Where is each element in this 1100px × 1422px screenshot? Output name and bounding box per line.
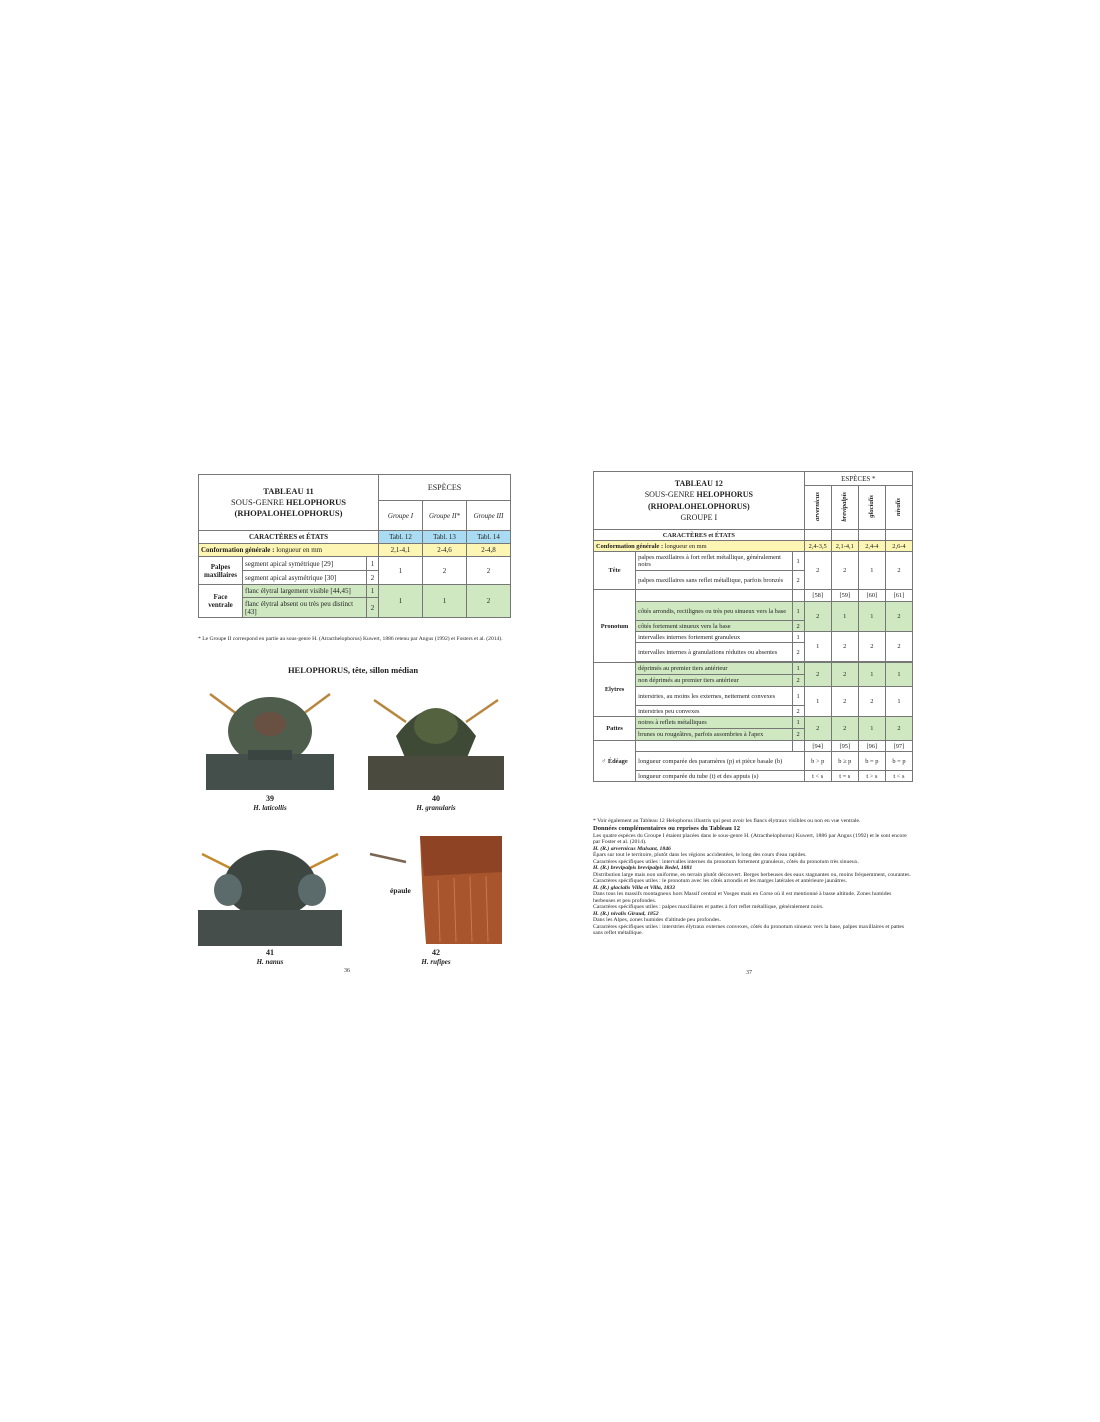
conformation-label (199, 544, 379, 557)
state-value: t > s (858, 771, 885, 782)
group-label: GROUPE I (680, 513, 718, 522)
state-text: palpes maxillaires à fort reflet métallique, généralement noirs (636, 552, 792, 571)
note-line: Dans tous les massifs montagneux hors Massif central et Vosges mais en Corse où il est mentionné à basse altitude. Zones humides herbeuses et peu profondes. (593, 891, 892, 904)
table-number: TABLEAU 11 (263, 486, 314, 496)
state-num: 1 (792, 602, 804, 621)
species-caption: H. laticollis (253, 804, 287, 812)
length-value: 2,4-4 (858, 541, 885, 552)
state-value: 2 (885, 717, 912, 741)
footnote: * Voir également au Tableau 12 Helophorus illustris qui peut avoir les flancs élytraux visibles ou non en vue ventrale. (593, 818, 861, 824)
state-num: 1 (792, 663, 804, 675)
state-num: 2 (792, 643, 804, 662)
state-value: 2 (423, 557, 467, 585)
state-num: 1 (792, 687, 804, 706)
group-header: Groupe II* (423, 501, 467, 531)
state-value: t < s (885, 771, 912, 782)
state-value: 2 (804, 552, 831, 590)
state-value: 2 (831, 552, 858, 590)
table-number: TABLEAU 12 (674, 478, 723, 488)
state-value: 1 (804, 632, 831, 662)
state-num: 1 (367, 585, 379, 598)
state-value: 1 (804, 687, 831, 717)
group-header: Groupe III (467, 501, 511, 531)
state-value: 1 (423, 585, 467, 618)
state-value: 2 (858, 632, 885, 662)
characters-header: CARACTÈRES et ÉTATS (594, 530, 805, 541)
species-heading: H. (R.) brevipalpis brevipalpis Bedel, 1881 (593, 865, 693, 871)
state-value: 1 (858, 717, 885, 741)
table-ref: Tabl. 13 (423, 531, 467, 544)
state-text: interstries, au moins les externes, nettement convexes (636, 687, 792, 706)
species-caption: H. rufipes (421, 958, 451, 966)
conformation-label (594, 541, 805, 552)
table-ref: Tabl. 14 (467, 531, 511, 544)
state-text: déprimés au premier tiers antérieur (636, 663, 792, 675)
subgenus-prefix: SOUS-GENRE (644, 490, 697, 499)
state-num: 2 (792, 571, 804, 590)
state-text: segment apical asymétrique [30] (243, 571, 367, 585)
note-line: Caractères spécifiques utiles : palpes maxillaires et pattes à fort reflet métallique, généralement noirs. (593, 904, 824, 910)
state-text: brunes ou rougeâtres, parfois assombries à l'apex (636, 729, 792, 741)
state-value: 2 (885, 632, 912, 662)
palpes-label: Palpes maxillaires (199, 557, 243, 585)
figure-ref: [58] (804, 590, 831, 602)
page-number: 37 (746, 970, 752, 976)
notes-block (593, 818, 915, 937)
state-value: 1 (858, 602, 885, 632)
state-value: 1 (379, 585, 423, 618)
state-value: t = s (831, 771, 858, 782)
figure-ref: [59] (831, 590, 858, 602)
figure-number: 42 (432, 948, 440, 957)
state-value: b = p (885, 752, 912, 771)
subgenus-prefix: SOUS-GENRE (231, 497, 287, 507)
species-name: brevipalpis (841, 491, 849, 522)
figure-ref: [94] (804, 741, 831, 752)
table-title (199, 475, 379, 531)
tete-label: Tête (594, 552, 636, 590)
length-value: 2,1-4,1 (379, 544, 423, 557)
state-value: 2 (831, 687, 858, 717)
state-value: b = p (858, 752, 885, 771)
edeage-label: ♂ Édéage (594, 741, 636, 782)
table-ref: Tabl. 12 (379, 531, 423, 544)
figure-ref: [97] (885, 741, 912, 752)
state-text: flanc élytral absent ou très peu distinct [43] (243, 598, 367, 618)
state-value: 2 (831, 717, 858, 741)
state-value: 1 (858, 552, 885, 590)
state-value: 1 (379, 557, 423, 585)
length-value: 2-4,8 (467, 544, 511, 557)
species-name: glacialis (868, 495, 876, 518)
pattes-label: Pattes (594, 717, 636, 741)
group-header: Groupe I (379, 501, 423, 531)
subgenus-sub: (RHOPALOHELOPHORUS) (234, 508, 343, 518)
figure-number: 41 (266, 948, 274, 957)
state-text: longueur comparée du tube (t) et des appuis (s) (636, 771, 805, 782)
figure-number: 39 (266, 794, 274, 803)
subgenus-name: HELOPHORUS (696, 490, 753, 499)
species-header: ESPÈCES * (804, 472, 912, 486)
pronotum-label: Pronotum (594, 590, 636, 663)
beetle-photo-41 (198, 840, 342, 946)
species-heading: H. (R.) nivalis Giraud, 1852 (593, 910, 659, 917)
note-line: Les quatre espèces du Groupe I étaient placées dans le sous-genre H. (Atracthelophorus) Kuwert, 1886 par Angus (1992) et le sont encore par Foster et al. (2014). (593, 832, 907, 845)
page-number: 36 (344, 968, 350, 974)
state-num: 1 (792, 717, 804, 729)
length-value: 2-4,6 (423, 544, 467, 557)
beetle-head-image (198, 840, 342, 946)
species-caption: H. granularis (416, 804, 456, 812)
subgenus-name: HELOPHORUS (286, 497, 347, 507)
beetle-photo-42 (366, 832, 502, 944)
species-col (858, 486, 885, 530)
state-text: interstries peu convexes (636, 706, 792, 717)
length-value: 2,4-3,5 (804, 541, 831, 552)
notes-heading: Données complémentaires ou reprises du Tableau 12 (593, 824, 741, 832)
figure-ref: [60] (858, 590, 885, 602)
state-text: longueur comparée des paramères (p) et pièce basale (b) (636, 752, 805, 771)
beetle-photo-40 (366, 686, 506, 790)
tableau-11 (198, 474, 511, 618)
state-num: 2 (792, 621, 804, 632)
state-value: 2 (885, 602, 912, 632)
figure-ref: [96] (858, 741, 885, 752)
species-col (885, 486, 912, 530)
note-line: Caractères spécifiques utiles : le pronotum avec les côtés arrondis et les marges latérales et antérieure jaunâtres. (593, 878, 847, 884)
state-value: t < s (804, 771, 831, 782)
species-heading: H. (R.) glacialis Villa et Villa, 1833 (593, 884, 675, 891)
photo-title: HELOPHORUS, tête, sillon médian (287, 665, 419, 675)
state-value: 2 (831, 663, 858, 687)
beetle-head-image (366, 686, 506, 790)
state-value: 1 (885, 663, 912, 687)
state-num: 1 (792, 552, 804, 571)
state-num: 2 (367, 598, 379, 618)
state-value: 2 (804, 663, 831, 687)
conformation-text: longueur en mm (663, 542, 707, 550)
table-title (594, 472, 805, 530)
state-num: 1 (367, 557, 379, 571)
conformation-text: longueur en mm (274, 546, 323, 554)
state-value: 2 (831, 632, 858, 662)
figure-ref: [61] (885, 590, 912, 602)
state-num: 2 (367, 571, 379, 585)
state-text: non déprimés au premier tiers antérieur (636, 675, 792, 687)
conformation-bold: Conformation générale : (201, 546, 275, 554)
subgenus-sub: (RHOPALOHELOPHORUS) (648, 501, 750, 511)
species-heading: H. (R.) arvernicus Mulsant, 1846 (593, 845, 671, 852)
state-text: côtés arrondis, rectilignes ou très peu sinueux vers la base (636, 602, 792, 621)
figure-number: 40 (432, 794, 440, 803)
length-value: 2,1-4,1 (831, 541, 858, 552)
state-text: palpes maxillaires sans reflet métallique, parfois bronzés (636, 571, 792, 590)
state-text: intervalles internes fortement granuleux (636, 632, 792, 643)
state-value: 2 (858, 687, 885, 717)
face-ventrale-label: Face ventrale (199, 585, 243, 618)
note-line: Épars sur tout le territoire, plutôt dans les régions accidentées, le long des cours d'eau rapides. (593, 852, 807, 858)
species-col (831, 486, 858, 530)
state-value: b ≥ p (831, 752, 858, 771)
note-line: Caractères spécifiques utiles : interstries élytraux externes convexes, côtés du pronotum sinueux vers la base, palpes maxillaires et pattes sans reflet métallique. (593, 923, 905, 936)
note-line: Dans les Alpes, zones humides d'altitude peu profondes. (593, 917, 721, 923)
state-value: 1 (885, 687, 912, 717)
species-col (804, 486, 831, 530)
species-header: ESPÈCES (379, 475, 511, 501)
conformation-bold: Conformation générale : (596, 542, 664, 550)
state-value: 1 (831, 602, 858, 632)
tableau-12 (593, 471, 913, 782)
subgenus-line (201, 497, 376, 508)
epaule-label: épaule (390, 886, 411, 895)
state-value: 2 (804, 717, 831, 741)
characters-header: CARACTÈRES et ÉTATS (199, 531, 379, 544)
state-text: segment apical symétrique [29] (243, 557, 367, 571)
state-text: flanc élytral largement visible [44,45] (243, 585, 367, 598)
state-text: intervalles internes à granulations réduites ou absentes (636, 643, 792, 662)
beetle-head-image (200, 686, 340, 790)
state-text: côtés fortement sinueux vers la base (636, 621, 792, 632)
state-value: 1 (858, 663, 885, 687)
length-value: 2,6-4 (885, 541, 912, 552)
beetle-body-image (366, 832, 502, 944)
state-num: 2 (792, 675, 804, 687)
state-value: 2 (804, 602, 831, 632)
state-value: 2 (467, 557, 511, 585)
state-value: 2 (467, 585, 511, 618)
state-num: 1 (792, 632, 804, 643)
beetle-photo-39 (200, 686, 340, 790)
state-num: 2 (792, 729, 804, 741)
species-name: arvernicus (814, 492, 822, 521)
subgenus-line (596, 489, 802, 501)
state-text: noires à reflets métalliques (636, 717, 792, 729)
figure-ref: [95] (831, 741, 858, 752)
note-line: Caractères spécifiques utiles : intervalles internes du pronotum fortement granuleux, côtés du pronotum très sinueux. (593, 858, 859, 865)
state-num: 2 (792, 706, 804, 717)
footnote: * Le Groupe II correspond en partie au sous-genre H. (Atracthelophorus) Kuwert, 1886 retenu par Angus (1992) et Fosters et al. (2014). (198, 636, 503, 642)
note-line: Distribution large mais non uniforme, en terrain plutôt découvert. Berges herbeuses des eaux stagnantes ou, moins fréquemment, courantes. (593, 871, 911, 878)
state-value: b > p (804, 752, 831, 771)
elytres-label: Elytres (594, 663, 636, 717)
state-value: 2 (885, 552, 912, 590)
species-caption: H. nanus (256, 958, 284, 966)
species-name: nivalis (895, 497, 903, 516)
